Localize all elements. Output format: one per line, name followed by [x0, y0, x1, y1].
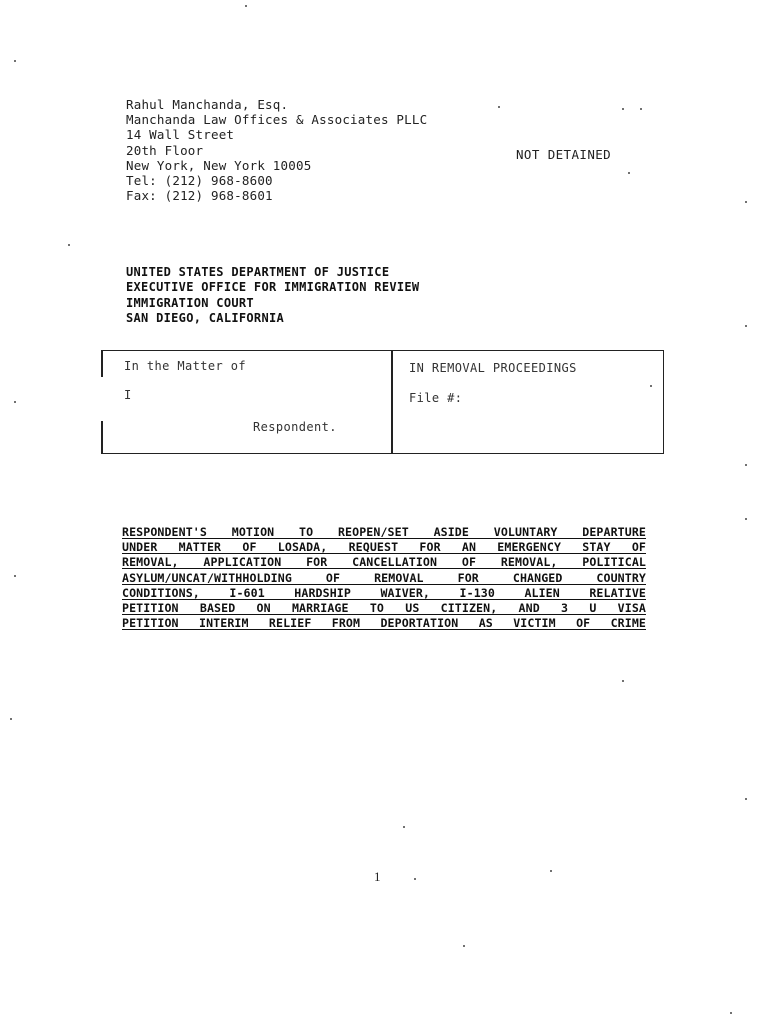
scan-speck — [463, 945, 465, 947]
scan-speck — [745, 201, 747, 203]
scan-speck — [403, 826, 405, 828]
scan-speck — [628, 172, 630, 174]
caption-left-border-lower — [101, 421, 103, 453]
motion-title-line: RESPONDENT'S MOTION TO REOPEN/SET ASIDE VOLUNTARY DEPARTURE — [122, 525, 646, 539]
telephone-line: Tel: (212) 968-8600 — [126, 173, 273, 189]
office-line: EXECUTIVE OFFICE FOR IMMIGRATION REVIEW — [126, 280, 420, 295]
matter-label: In the Matter of — [124, 359, 246, 373]
law-firm-name: Manchanda Law Offices & Associates PLLC — [126, 112, 428, 128]
motion-title-line: PETITION BASED ON MARRIAGE TO US CITIZEN, AND 3 U VISA — [122, 601, 646, 616]
scan-speck — [730, 1012, 732, 1014]
street-address: 14 Wall Street — [126, 127, 235, 143]
motion-title — [122, 525, 646, 631]
custody-status: NOT DETAINED — [516, 147, 612, 162]
floor-line: 20th Floor — [126, 142, 204, 158]
court-heading — [126, 265, 419, 327]
scan-speck — [622, 108, 624, 110]
scan-speck — [745, 798, 747, 800]
motion-title-line: UNDER MATTER OF LOSADA, REQUEST FOR AN EMERGENCY STAY OF — [122, 540, 646, 555]
caption-right-border — [663, 351, 665, 453]
respondent-name: I — [124, 388, 132, 402]
motion-title-line: ASYLUM/UNCAT/WITHHOLDING OF REMOVAL FOR CHANGED COUNTRY — [122, 570, 646, 585]
respondent-label: Respondent. — [253, 420, 337, 434]
court-location-line: SAN DIEGO, CALIFORNIA — [126, 311, 285, 326]
scan-speck — [245, 5, 247, 7]
scan-speck — [745, 518, 747, 520]
scan-speck — [14, 575, 16, 577]
city-state-zip: New York, New York 10005 — [126, 157, 312, 173]
proceeding-type: IN REMOVAL PROCEEDINGS — [409, 361, 577, 375]
scan-speck — [414, 878, 416, 880]
scan-speck — [650, 385, 652, 387]
case-caption-box — [101, 350, 664, 454]
page-number: 1 — [374, 869, 381, 884]
scan-speck — [745, 464, 747, 466]
attorney-name: Rahul Manchanda, Esq. — [126, 97, 289, 112]
file-number-label: File #: — [409, 391, 463, 405]
scan-speck — [640, 108, 642, 110]
scan-speck — [10, 718, 12, 720]
scan-speck — [622, 680, 624, 682]
caption-divider — [391, 351, 393, 453]
motion-title-line: REMOVAL, APPLICATION FOR CANCELLATION OF REMOVAL, POLITICAL — [122, 555, 646, 570]
scan-speck — [68, 244, 70, 246]
scan-speck — [745, 325, 747, 327]
court-line: IMMIGRATION COURT — [126, 295, 254, 310]
scan-speck — [550, 870, 552, 872]
fax-line: Fax: (212) 968-8601 — [126, 188, 273, 204]
caption-left-border — [101, 351, 103, 377]
department-line: UNITED STATES DEPARTMENT OF JUSTICE — [126, 265, 390, 279]
counsel-address-block — [126, 97, 427, 203]
motion-title-line: CONDITIONS, I-601 HARDSHIP WAIVER, I-130 ALIEN RELATIVE — [122, 585, 646, 600]
scan-speck — [14, 401, 16, 403]
motion-title-line: PETITION INTERIM RELIEF FROM DEPORTATION AS VICTIM OF CRIME — [122, 616, 646, 631]
scan-speck — [498, 106, 500, 108]
scan-speck — [14, 60, 16, 62]
